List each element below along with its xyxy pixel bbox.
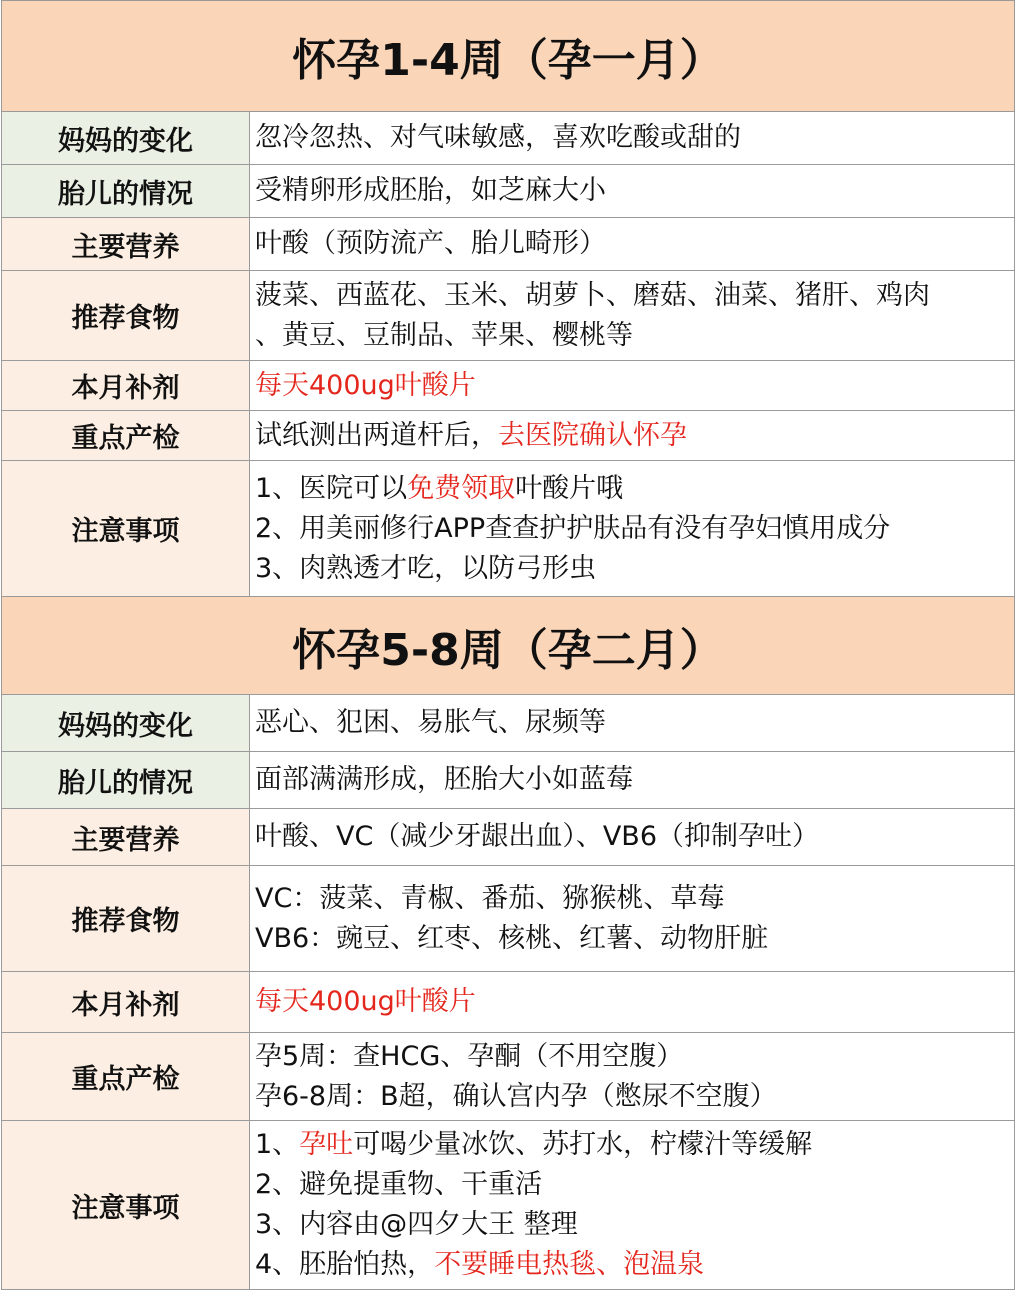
- row-content: [250, 271, 1015, 361]
- content-line: [255, 509, 1014, 549]
- pregnancy-guide-table: [1, 0, 1015, 1290]
- highlight-text: 去医院确认怀孕: [498, 419, 687, 451]
- content-line: [255, 879, 1014, 919]
- content-text: 可喝少量冰饮、苏打水，柠檬汁等缓解: [353, 1129, 813, 1160]
- section-title-row: [2, 597, 1015, 695]
- content-line: [255, 549, 1014, 589]
- content-text: 受精卵形成胚胎，如芝麻大小: [255, 175, 606, 206]
- content-line: [255, 1205, 1014, 1245]
- row-key-checkup: [2, 411, 1015, 461]
- section-title: 怀孕1-4周（孕一月）: [2, 1, 1015, 112]
- row-fetus-status: [2, 752, 1015, 809]
- section-title: 怀孕5-8周（孕二月）: [2, 597, 1015, 695]
- row-content: [250, 218, 1015, 271]
- content-text: 4、胚胎怕热，: [255, 1249, 435, 1280]
- content-text: 2、避免提重物、干重活: [255, 1169, 543, 1200]
- content-text: 恶心、犯困、易胀气、尿频等: [255, 707, 606, 738]
- content-text: 1、医院可以: [255, 472, 408, 504]
- row-content: [250, 361, 1015, 411]
- content-line: [255, 416, 1014, 456]
- content-text: 忽冷忽热、对气味敏感，喜欢吃酸或甜的: [255, 122, 741, 153]
- row-monthly-supplement: [2, 972, 1015, 1033]
- row-label: 推荐食物: [2, 866, 250, 972]
- row-recommended-foods: [2, 271, 1015, 361]
- row-main-nutrition: [2, 809, 1015, 866]
- highlight-text: 免费领取: [407, 472, 516, 504]
- content-line: [255, 224, 1014, 264]
- content-text: 1、: [255, 1129, 300, 1160]
- content-text: 面部满满形成，胚胎大小如蓝莓: [255, 764, 633, 795]
- content-line: [255, 366, 1014, 406]
- highlight-text: 不要睡电热毯、泡温泉: [434, 1249, 705, 1280]
- content-text: 2、用美丽修行APP查查护护肤品有没有孕妇慎用成分: [255, 512, 891, 544]
- row-key-checkup: [2, 1033, 1015, 1121]
- content-text: VC：菠菜、青椒、番茄、猕猴桃、草莓: [255, 882, 725, 914]
- row-label: 妈妈的变化: [2, 695, 250, 752]
- content-line: [255, 1245, 1014, 1285]
- content-text: 叶酸片哦: [515, 472, 624, 504]
- content-line: [255, 276, 1014, 316]
- content-line: [255, 1077, 1014, 1117]
- row-label: 妈妈的变化: [2, 112, 250, 165]
- row-content: [250, 165, 1015, 218]
- content-line: [255, 1037, 1014, 1077]
- row-label: 注意事项: [2, 461, 250, 597]
- row-content: [250, 461, 1015, 597]
- content-text: 叶酸（预防流产、胎儿畸形）: [255, 228, 606, 259]
- row-label: 本月补剂: [2, 972, 250, 1033]
- content-text: 、黄豆、豆制品、苹果、樱桃等: [255, 319, 633, 351]
- row-content: [250, 1033, 1015, 1121]
- content-text: VB6：豌豆、红枣、核桃、红薯、动物肝脏: [255, 922, 769, 954]
- content-line: [255, 118, 1014, 158]
- row-content: [250, 809, 1015, 866]
- row-label: 主要营养: [2, 809, 250, 866]
- content-line: [255, 171, 1014, 211]
- row-label: 推荐食物: [2, 271, 250, 361]
- content-line: [255, 1125, 1014, 1165]
- row-content: [250, 112, 1015, 165]
- row-content: [250, 1121, 1015, 1290]
- content-line: [255, 919, 1014, 959]
- content-line: [255, 703, 1014, 743]
- row-label: 主要营养: [2, 218, 250, 271]
- content-line: [255, 982, 1014, 1022]
- content-text: 孕6-8周：B超，确认宫内孕（憋尿不空腹）: [255, 1080, 777, 1112]
- row-monthly-supplement: [2, 361, 1015, 411]
- highlight-text: 每天400ug叶酸片: [255, 369, 476, 401]
- highlight-text: 每天400ug叶酸片: [255, 986, 476, 1017]
- row-content: [250, 411, 1015, 461]
- row-mother-changes: [2, 112, 1015, 165]
- row-content: [250, 866, 1015, 972]
- content-text: 菠菜、西蓝花、玉米、胡萝卜、磨菇、油菜、猪肝、鸡肉: [255, 279, 930, 311]
- row-recommended-foods: [2, 866, 1015, 972]
- content-line: [255, 1165, 1014, 1205]
- row-notes: [2, 461, 1015, 597]
- content-text: 试纸测出两道杆后，: [255, 419, 498, 451]
- row-label: 胎儿的情况: [2, 165, 250, 218]
- row-label: 注意事项: [2, 1121, 250, 1290]
- section-title-row: [2, 1, 1015, 112]
- content-text: 叶酸、VC（减少牙龈出血）、VB6（抑制孕吐）: [255, 821, 819, 852]
- row-content: [250, 752, 1015, 809]
- content-text: 3、肉熟透才吃，以防弓形虫: [255, 552, 597, 584]
- content-text: 3、内容由@四夕大王 整理: [255, 1209, 578, 1240]
- content-line: [255, 760, 1014, 800]
- row-label: 重点产检: [2, 411, 250, 461]
- content-line: [255, 316, 1014, 356]
- content-line: [255, 469, 1014, 509]
- row-label: 本月补剂: [2, 361, 250, 411]
- row-label: 胎儿的情况: [2, 752, 250, 809]
- highlight-text: 孕吐: [299, 1129, 354, 1160]
- row-main-nutrition: [2, 218, 1015, 271]
- row-content: [250, 972, 1015, 1033]
- content-text: 孕5周：查HCG、孕酮（不用空腹）: [255, 1040, 684, 1072]
- row-mother-changes: [2, 695, 1015, 752]
- content-line: [255, 817, 1014, 857]
- row-content: [250, 695, 1015, 752]
- row-fetus-status: [2, 165, 1015, 218]
- row-notes: [2, 1121, 1015, 1290]
- row-label: 重点产检: [2, 1033, 250, 1121]
